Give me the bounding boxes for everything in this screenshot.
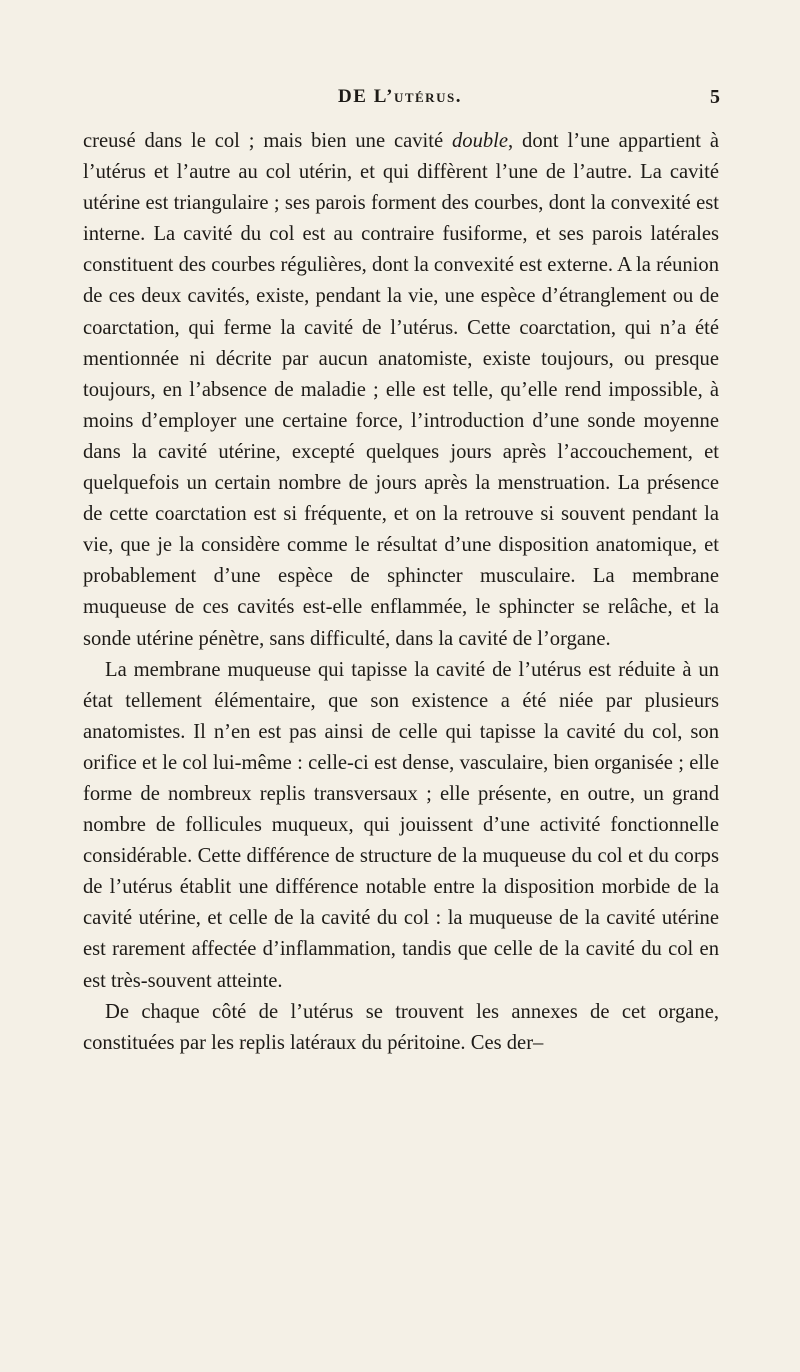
paragraph-1	[83, 126, 719, 655]
page-number: 5	[710, 86, 720, 108]
body-text	[83, 126, 719, 1059]
paragraph-3: De chaque côté de l’utérus se trouvent les annexes de cet organe, constituées par les replis latéraux du péritoine. Ces der–	[83, 1000, 719, 1054]
running-head	[80, 86, 720, 116]
paragraph-1-start: creusé dans le col ; mais bien une cavité	[83, 130, 452, 152]
emphasis-double: double	[451, 130, 509, 152]
paragraph-2: La membrane muqueuse qui tapisse la cavité de l’utérus est réduite à un état tellement élémentaire, que son existence a été niée par plusieurs anatomistes. Il n’en est pas ainsi de celle qui tapisse la cavité du col, son orifice et le col lui-même : celle-ci est dense, vasculaire, bien organisée ; elle forme de nombreux replis transversaux ; elle présente, en outre, un grand nombre de follicules muqueux, qui jouissent d’une activité fonctionnelle considérable. Cette différence de structure de la muqueuse du col et du corps de l’utérus établit une différence notable entre la disposition morbide de la cavité utérine, et celle de la cavité du col : la muqueuse de la cavité utérine est rarement affectée d’inflammation, tandis que celle de la cavité du col en est très-souvent atteinte.	[83, 658, 719, 992]
running-title-prefix: DE L’	[338, 86, 394, 107]
running-title-suffix: .	[455, 86, 462, 107]
running-title	[80, 86, 720, 108]
paragraph-1-rest: , dont l’une appartient à l’utérus et l’autre au col utérin, et qui diffèrent l’une de l’autre. La cavité utérine est triangulaire ; ses parois forment des courbes, dont la convexité est interne. La cavité du col est au contraire fusiforme, et ses parois latérales constituent des courbes régulières, dont la convexité est externe. A la réunion de ces deux cavités, existe, pendant la vie, une espèce d’étranglement ou de coarctation, qui ferme la cavité de l’utérus. Cette coarctation, qui n’a été mentionnée ni décrite par aucun anatomiste, existe toujours, ou presque toujours, en l’absence de maladie ; elle est telle, qu’elle rend impossible, à moins d’employer une certaine force, l’introduction d’une sonde moyenne dans la cavité utérine, excepté quelques jours après l’accouchement, et quelquefois un certain nombre de jours après la menstruation. La présence de cette coarctation est si fréquente, et on la retrouve si souvent pendant la vie, que je la considère comme le résultat d’une disposition anatomique, et probablement d’une espèce de sphincter musculaire. La membrane muqueuse de ces cavités est-elle enflammée, le sphincter se relâche, et la sonde utérine pénètre, sans difficulté, dans la cavité de l’organe.	[83, 130, 719, 650]
running-title-word: utérus	[393, 86, 456, 107]
